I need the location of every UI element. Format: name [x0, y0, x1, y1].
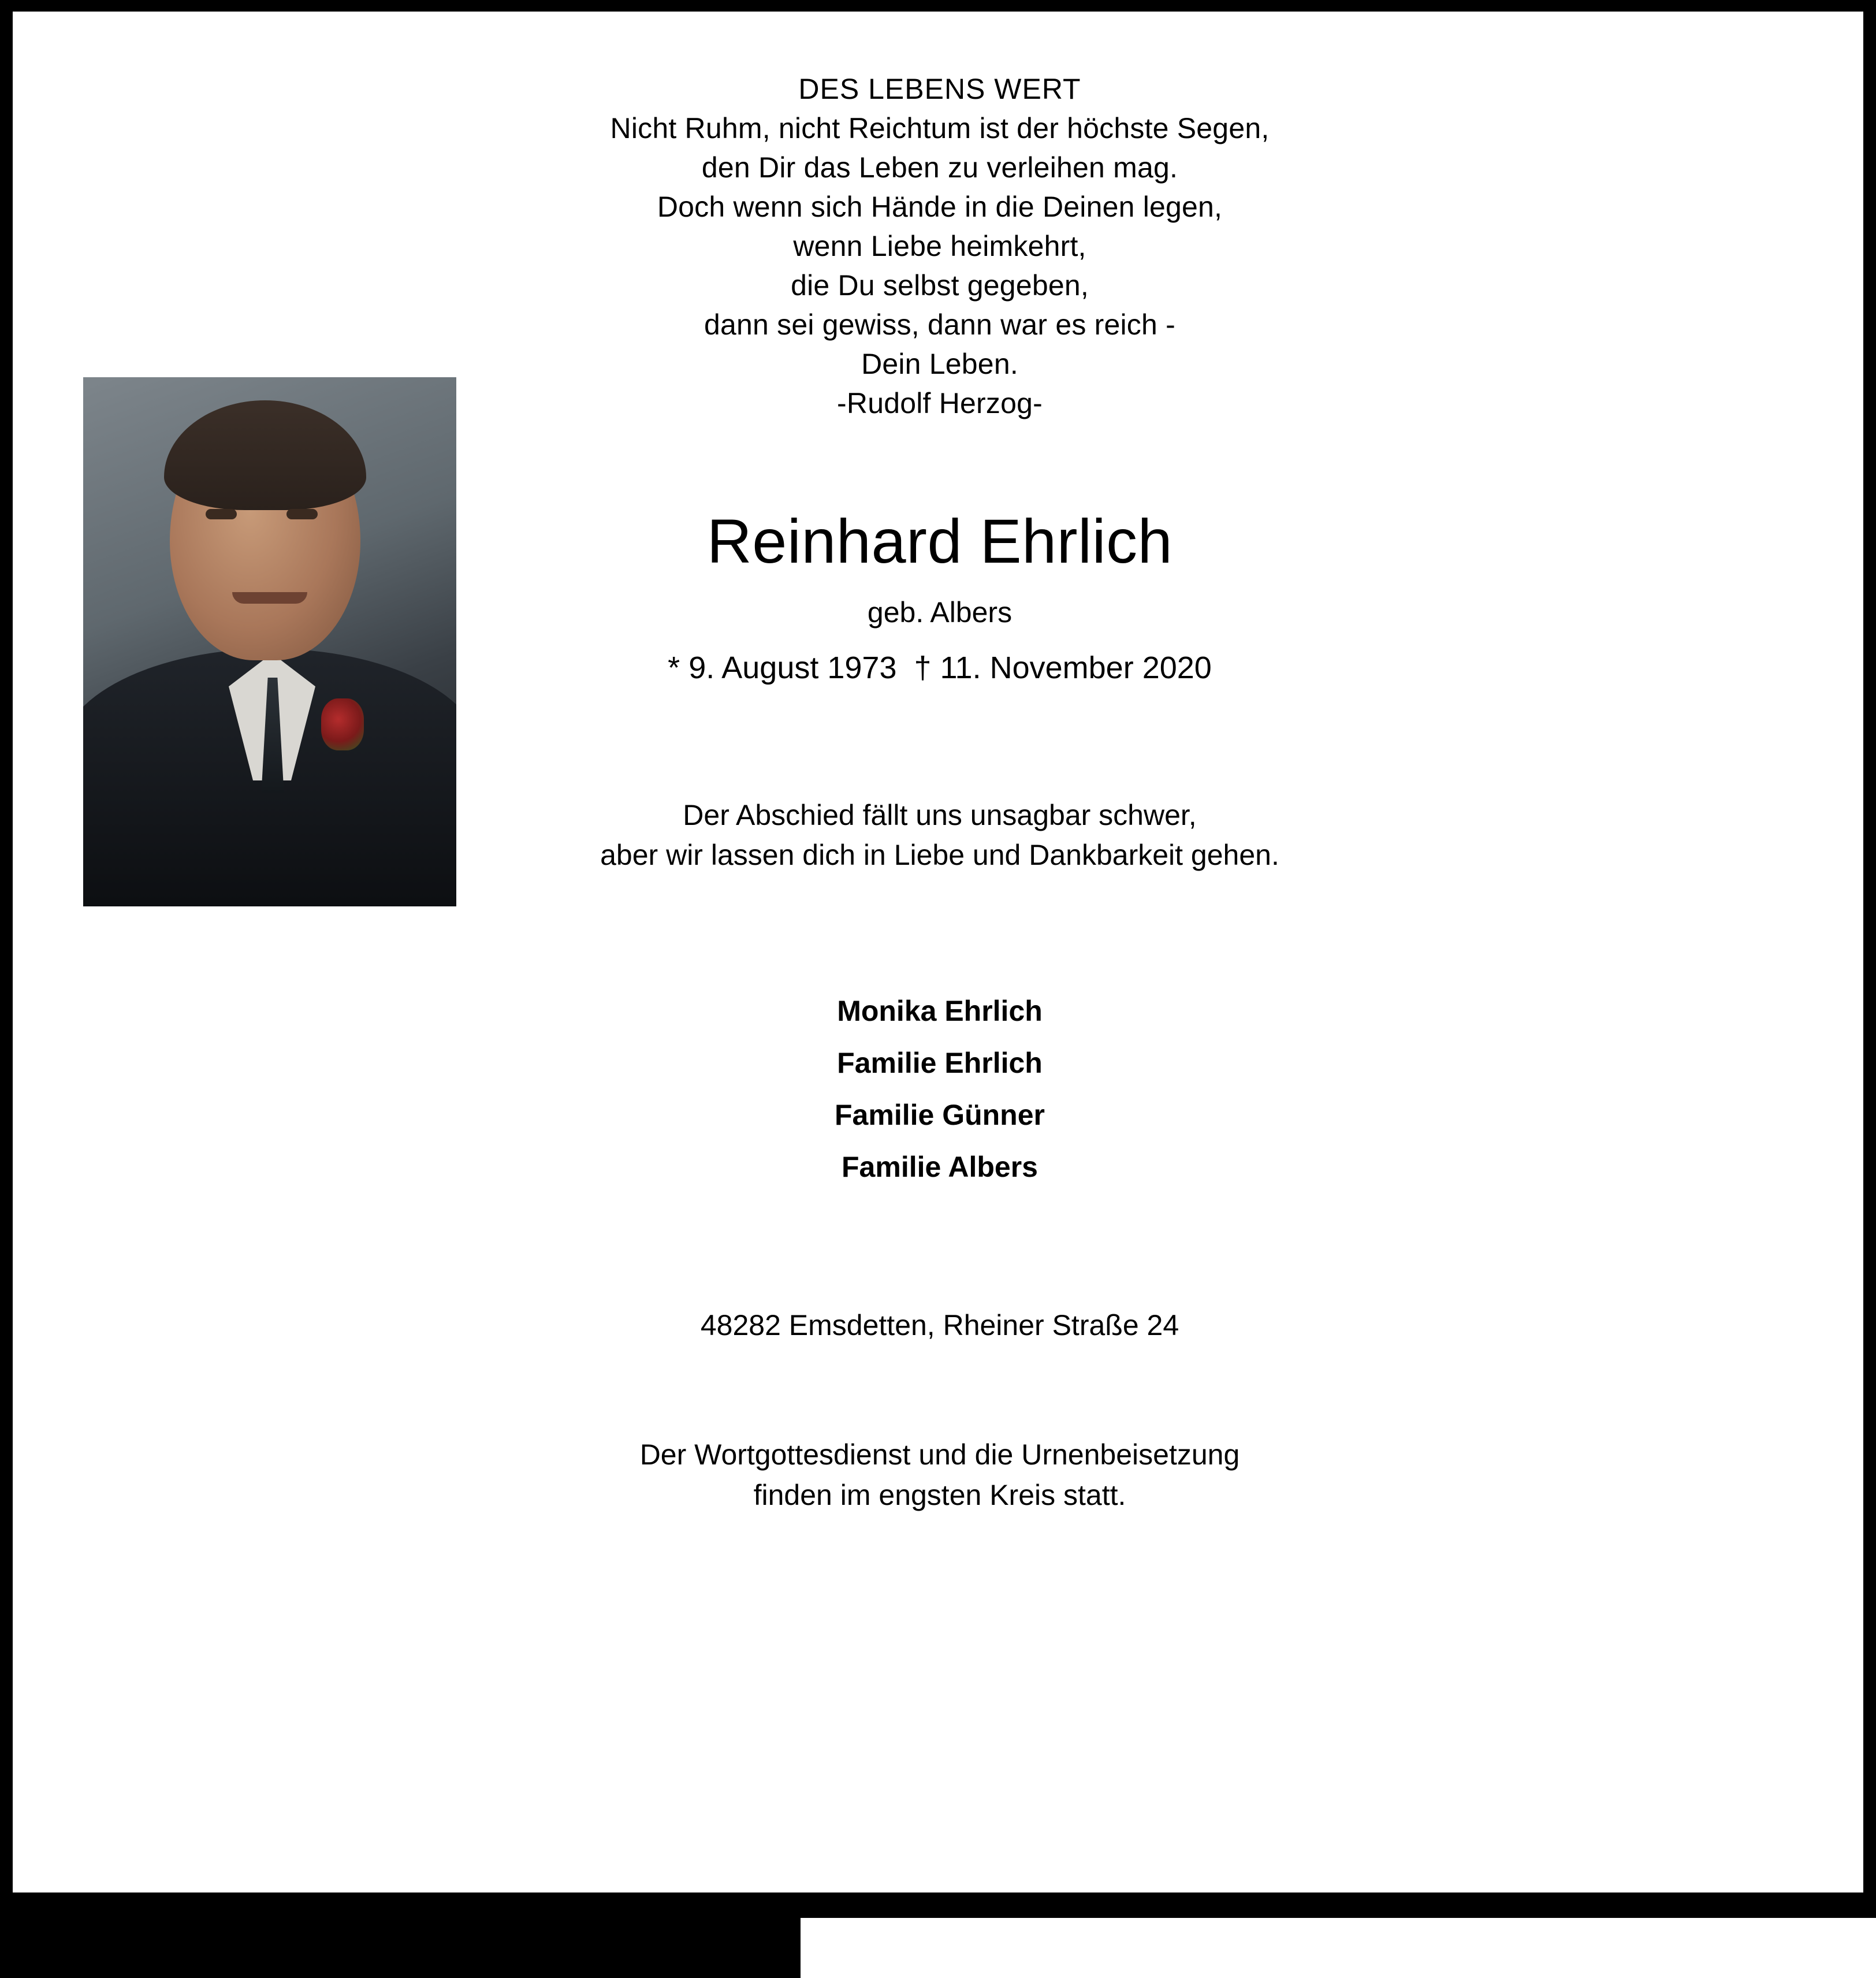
- birth-date: * 9. August 1973: [668, 650, 897, 685]
- mourner-3: Familie Günner: [835, 1098, 1045, 1131]
- service-line-2: finden im engsten Kreis statt.: [753, 1478, 1126, 1511]
- portrait-eye-left: [206, 509, 237, 519]
- poem-line-2: den Dir das Leben zu verleihen mag.: [701, 151, 1178, 184]
- deceased-name: Reinhard Ehrlich: [706, 506, 1173, 576]
- bottom-black-band: [0, 1893, 1876, 1978]
- portrait-eye-right: [286, 509, 318, 519]
- service-line-1: Der Wortgottesdienst und die Urnenbeisetzung: [639, 1438, 1240, 1471]
- farewell-line-2: aber wir lassen dich in Liebe und Dankbarkeit gehen.: [600, 838, 1279, 871]
- mourner-1: Monika Ehrlich: [837, 994, 1043, 1027]
- mourner-4: Familie Albers: [842, 1150, 1038, 1183]
- farewell-line-1: Der Abschied fällt uns unsagbar schwer,: [683, 798, 1197, 831]
- maiden-name: geb. Albers: [867, 596, 1013, 629]
- mourner-2: Familie Ehrlich: [837, 1046, 1043, 1079]
- poem-line-6: dann sei gewiss, dann war es reich -: [704, 308, 1175, 341]
- poem-block: [336, 69, 1543, 423]
- death-date: † 11. November 2020: [914, 650, 1212, 685]
- text-column: [336, 12, 1543, 1515]
- poem-author: -Rudolf Herzog-: [837, 387, 1043, 419]
- life-dates: [336, 650, 1543, 686]
- bottom-white-notch: [801, 1918, 1876, 1978]
- portrait-mouth: [232, 592, 307, 604]
- farewell-message: [336, 795, 1543, 875]
- card-content: [13, 12, 1863, 1893]
- poem-line-1: Nicht Ruhm, nicht Reichtum ist der höchste Segen,: [610, 112, 1270, 144]
- poem-line-4: wenn Liebe heimkehrt,: [793, 230, 1086, 262]
- poem-line-3: Doch wenn sich Hände in die Deinen legen,: [657, 191, 1223, 223]
- service-info: [336, 1434, 1543, 1515]
- address: 48282 Emsdetten, Rheiner Straße 24: [700, 1308, 1179, 1341]
- poem-title: DES LEBENS WERT: [798, 73, 1081, 105]
- poem-line-5: die Du selbst gegeben,: [791, 269, 1089, 302]
- poem-line-7: Dein Leben.: [861, 348, 1018, 380]
- mourners-list: [336, 985, 1543, 1193]
